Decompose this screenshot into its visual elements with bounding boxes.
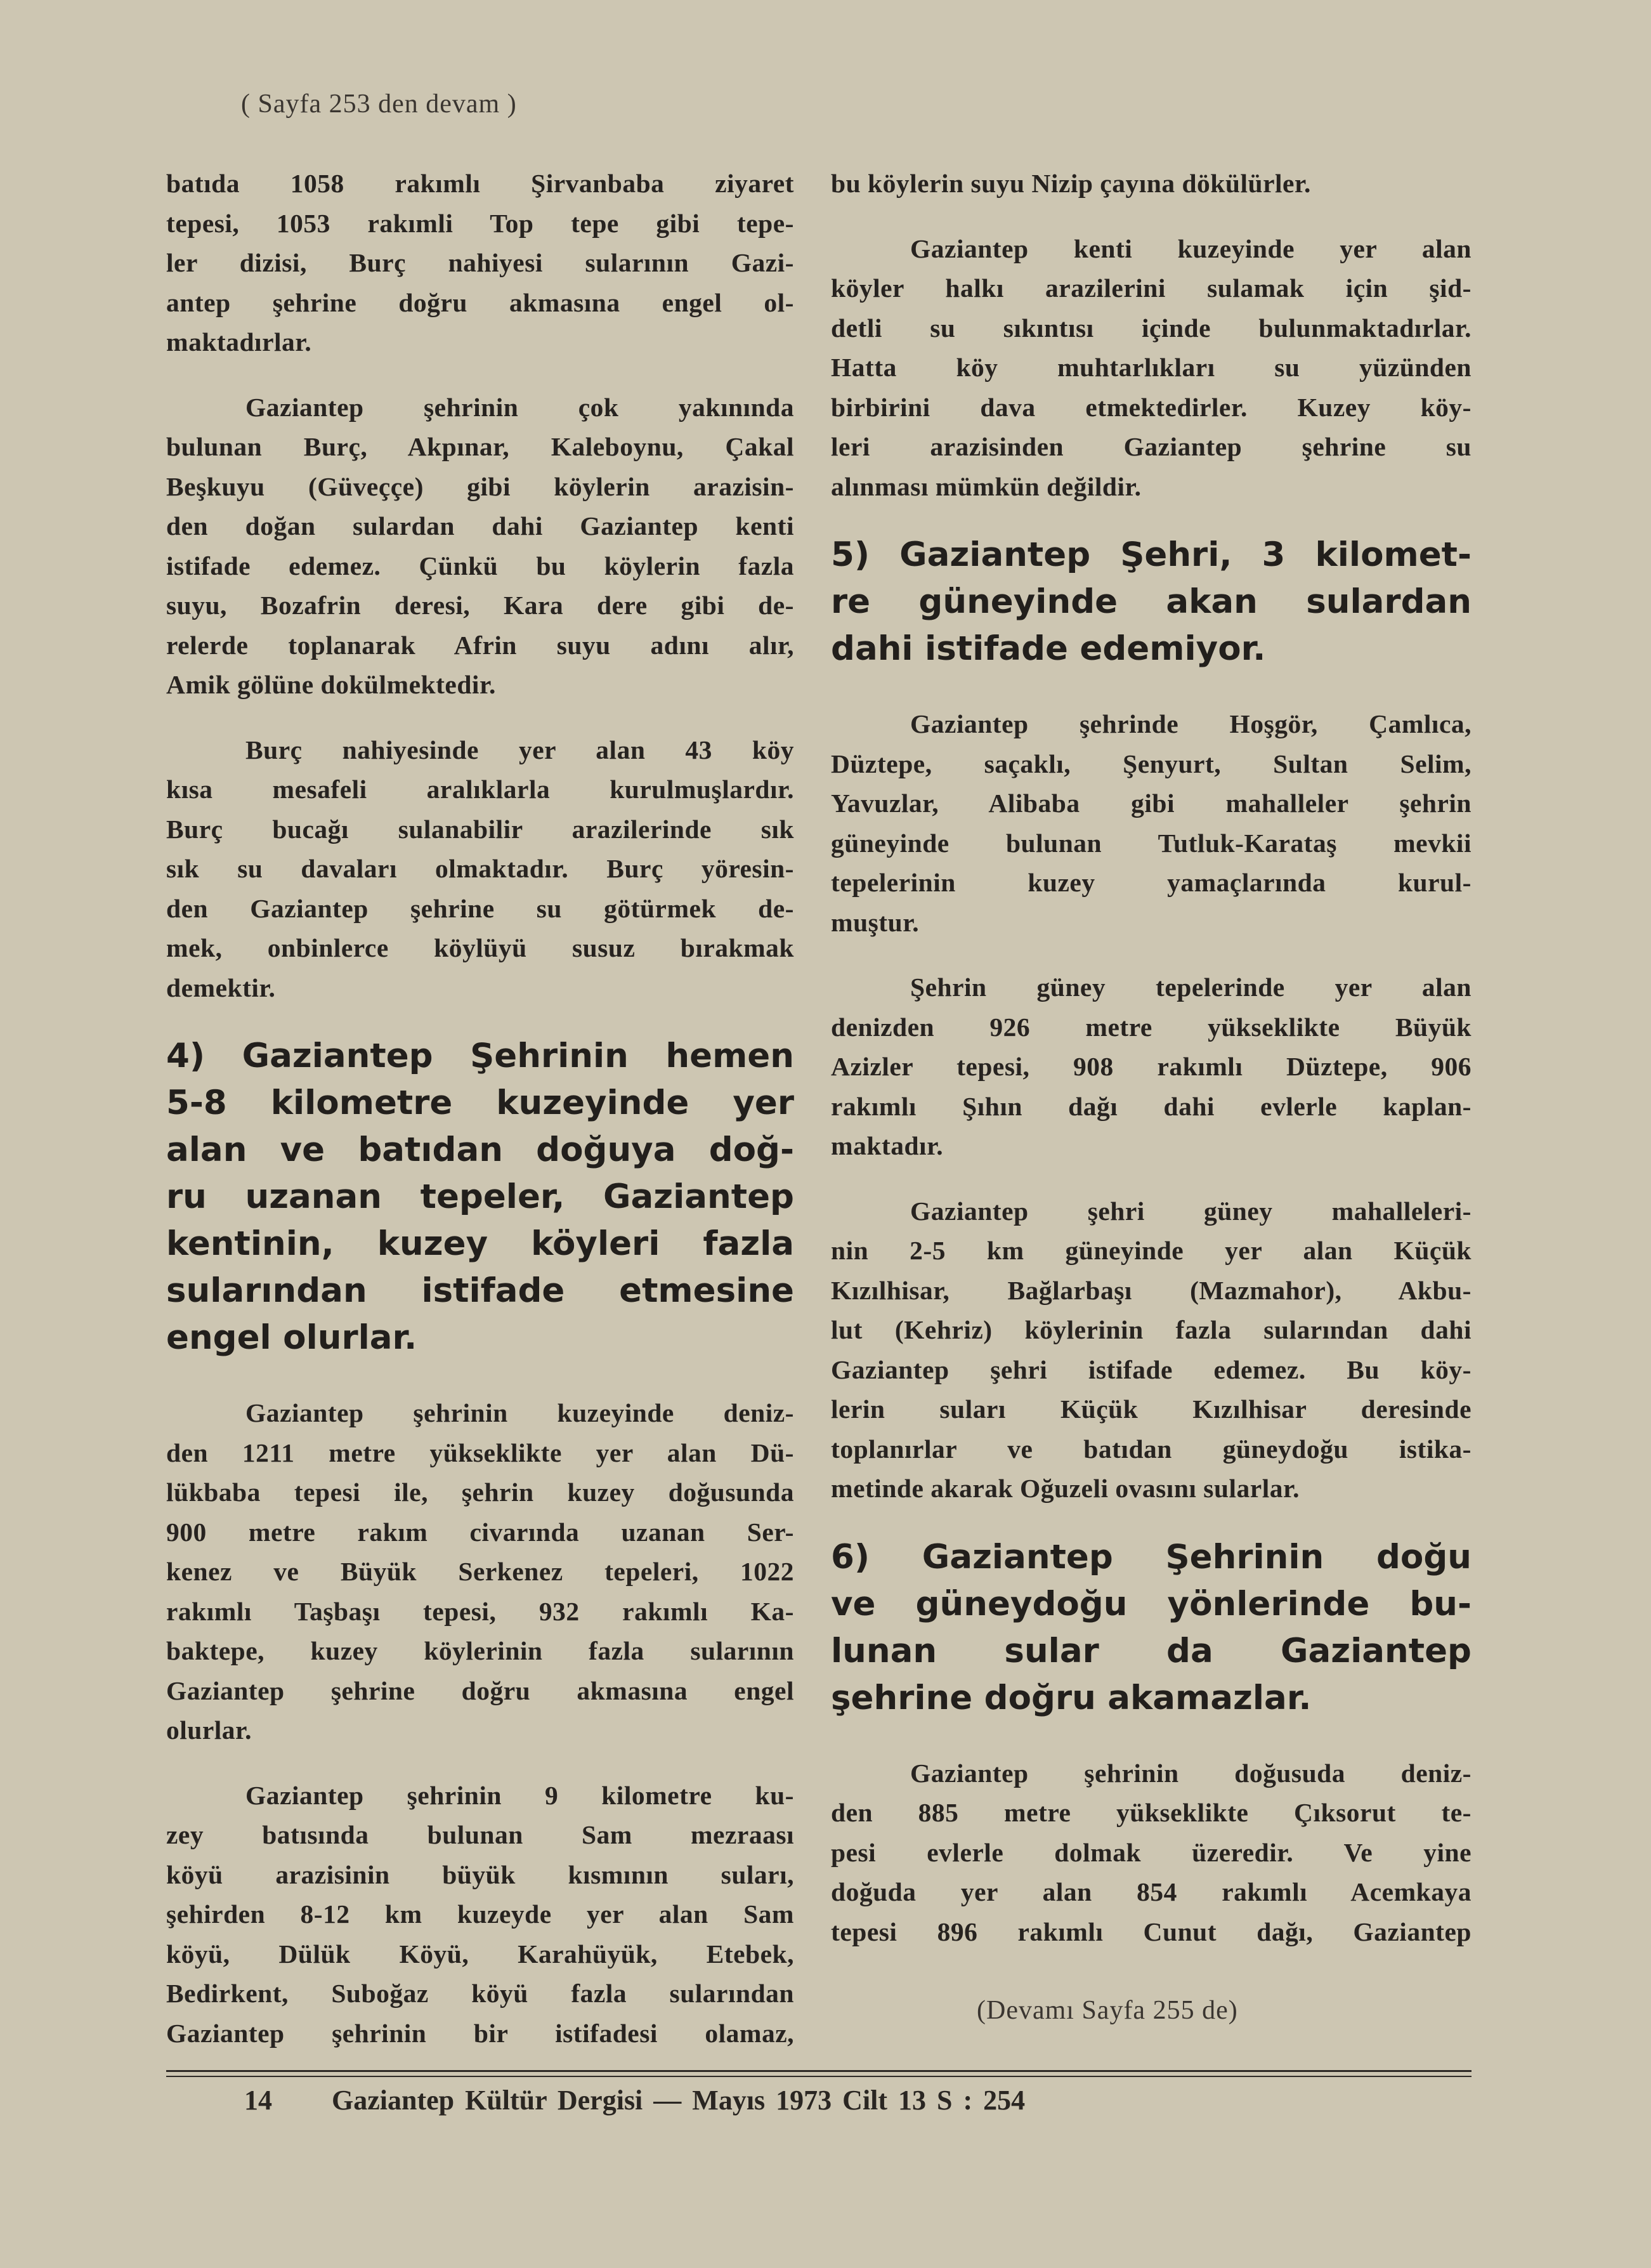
right-column xyxy=(831,164,1472,1977)
page-number: 14 xyxy=(244,2085,272,2116)
paragraph: Gaziantep şehrinin 9 kilometre ku- zey batısında bulunan Sam mezraası köyü arazisinin büyük kısmının suları, şehirden 8-12 km kuzeyde yer alan Sam köyü, Dülük Köyü, Karahüyük, Etebek, Bedirkent, Suboğaz köyü fazla sularından Gaziantep şehrinin bir istifadesi olamaz, xyxy=(166,1780,794,2048)
paragraph: batıda 1058 rakımlı Şirvanbaba ziyaret tepesi, 1053 rakımli Top tepe gibi tepe- ler dizisi, Burç nahiyesi sularının Gazi- antep şehrine doğru akmasına engel ol- maktadırlar. xyxy=(166,169,794,357)
continuation-note-top: ( Sayfa 253 den devam ) xyxy=(241,89,517,119)
paragraph: Gaziantep kenti kuzeyinde yer alan köyler halkı arazilerini sulamak için şid- detli su sıkıntısı içinde bulunmaktadırlar. Hatta köy muhtarlıkları su yüzünden birbirini dava etmektedirler. Kuzey köy- leri arazisinden Gaziantep şehrine su alınması mümkün değildir. xyxy=(831,233,1472,501)
section-heading-5: 5) Gaziantep Şehri, 3 kilomet- re güneyinde akan sulardan dahi istifade edemiyor. xyxy=(831,535,1472,668)
page-footer xyxy=(244,2084,1025,2116)
paragraph: bu köylerin suyu Nizip çayına dökülürler. xyxy=(831,169,1311,198)
continuation-note-bottom: (Devamı Sayfa 255 de) xyxy=(977,1996,1238,2025)
paragraph: Gaziantep şehri güney mahalleleri- nin 2-5 km güneyinde yer alan Küçük Kızılhisar, Bağlarbaşı (Mazmahor), Akbu- lut (Kehriz) köylerinin fazla sularından dahi Gaziantep şehri istifade edemez. Bu köy- lerin suları Küçük Kızılhisar deresinde toplanırlar ve batıdan güneydoğu istika- metinde akarak Oğuzeli ovasını sularlar. xyxy=(831,1196,1472,1503)
left-column xyxy=(166,164,794,2078)
paragraph: Şehrin güney tepelerinde yer alan denizden 926 metre yükseklikte Büyük Azizler tepesi, 908 rakımlı Düztepe, 906 rakımlı Şıhın dağı dahi evlerle kaplan- maktadır. xyxy=(831,973,1472,1160)
footer-publication: Gaziantep Kültür Dergisi — Mayıs 1973 Cilt 13 S : 254 xyxy=(332,2085,1026,2116)
footer-divider xyxy=(166,2076,1472,2077)
paragraph: Burç nahiyesinde yer alan 43 köy kısa mesafeli aralıklarla kurulmuşlardır. Burç bucağı sulanabilir arazilerinde sık sık su davaları olmaktadır. Burç yöresin- den Gaziantep şehrine su götürmek de- mek, onbinlerce köylüyü susuz bırakmak demektir. xyxy=(166,735,794,1002)
section-heading-6: 6) Gaziantep Şehrinin doğu ve güneydoğu yönlerinde bu- lunan sular da Gaziantep şehrine doğru akamazlar. xyxy=(831,1537,1472,1717)
paragraph: Gaziantep şehrinin kuzeyinde deniz- den 1211 metre yükseklikte yer alan Dü- lükbaba tepesi ile, şehrin kuzey doğusunda 900 metre rakım civarında uzanan Ser- kenez ve Büyük Serkenez tepeleri, 1022 rakımlı Taşbaşı tepesi, 932 rakımlı Ka- baktepe, kuzey köylerinin fazla sularının Gaziantep şehrine doğru akmasına engel olurlar. xyxy=(166,1398,794,1745)
paragraph: Gaziantep şehrinin çok yakınında bulunan Burç, Akpınar, Kaleboynu, Çakal Beşkuyu (Güveççe) gibi köylerin arazisin- den doğan sulardan dahi Gaziantep kenti istifade edemez. Çünkü bu köylerin fazla suyu, Bozafrin deresi, Kara dere gibi de- relerde toplanarak Afrin suyu adını alır, Amik gölüne dokülmektedir. xyxy=(166,392,794,699)
section-heading-4: 4) Gaziantep Şehrinin hemen 5-8 kilometre kuzeyinde yer alan ve batıdan doğuya doğ- ru uzanan tepeler, Gaziantep kentinin, kuzey köyleri fazla sularından istifade etmesine engel olurlar. xyxy=(166,1037,794,1357)
footer-divider xyxy=(166,2070,1472,2072)
paragraph: Gaziantep şehrinin doğusuda deniz- den 885 metre yükseklikte Çıksorut te- pesi evlerle dolmak üzeredir. Ve yine doğuda yer alan 854 rakımlı Acemkaya tepesi 896 rakımlı Cunut dağı, Gaziantep xyxy=(831,1758,1472,1946)
paragraph: Gaziantep şehrinde Hoşgör, Çamlıca, Düztepe, saçaklı, Şenyurt, Sultan Selim, Yavuzlar, Alibaba gibi mahalleler şehrin güneyinde bulunan Tutluk-Karataş mevkii tepelerinin kuzey yamaçlarında kurul- muştur. xyxy=(831,709,1472,937)
